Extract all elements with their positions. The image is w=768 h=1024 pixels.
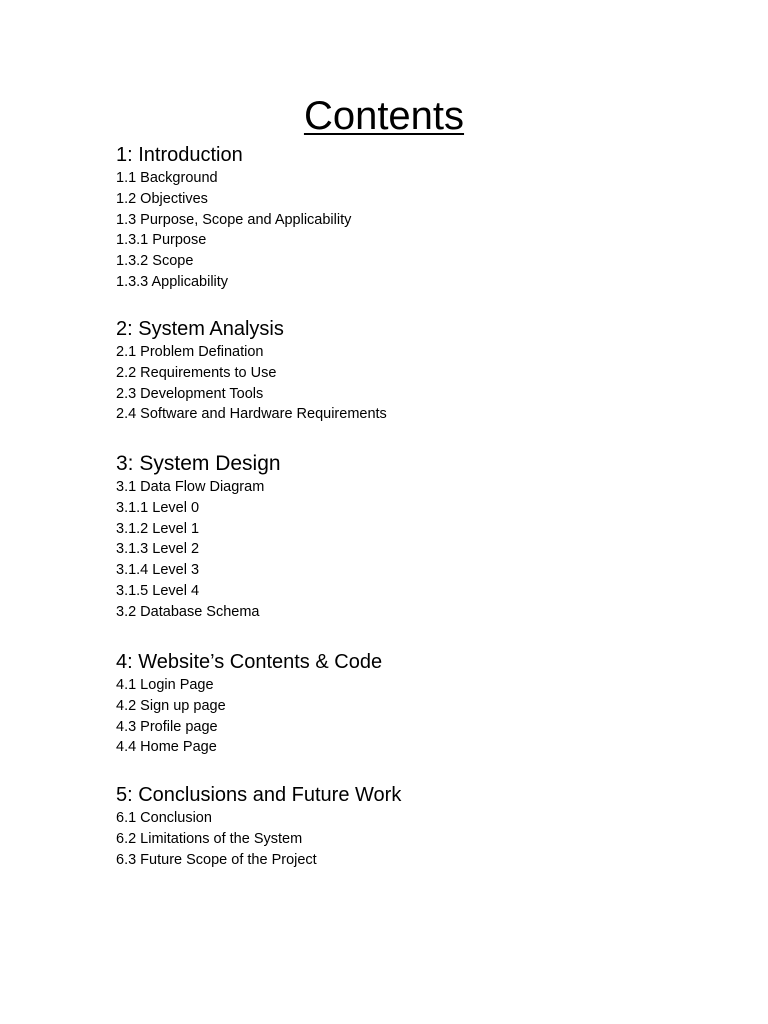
page-title [0, 92, 768, 140]
toc-item: 3.2 Database Schema [116, 603, 260, 620]
toc-item: 1.3 Purpose, Scope and Applicability [116, 211, 352, 228]
toc-item: 3.1.4 Level 3 [116, 562, 200, 579]
toc-item: 4.4 Home Page [116, 739, 217, 756]
section-heading: 1: Introduction [116, 144, 243, 166]
toc-item: 3.1.1 Level 0 [116, 499, 200, 516]
toc-item: 4.2 Sign up page [116, 697, 226, 714]
toc-item: 1.3.3 Applicability [116, 273, 229, 290]
section-heading: 5: Conclusions and Future Work [116, 784, 402, 806]
section-conclusions [116, 783, 401, 870]
toc-item: 4.1 Login Page [116, 677, 214, 693]
toc-item: 6.3 Future Scope of the Project [116, 851, 317, 868]
toc-item: 3.1.2 Level 1 [116, 520, 200, 537]
toc-item: 1.3.2 Scope [116, 253, 194, 270]
toc-item: 3.1 Data Flow Diagram [116, 479, 265, 495]
section-item-list [116, 168, 351, 293]
section-heading: 4: Website’s Contents & Code [116, 651, 383, 673]
toc-item: 6.2 Limitations of the System [116, 830, 303, 847]
toc-item: 4.3 Profile page [116, 718, 218, 735]
toc-item: 1.2 Objectives [116, 190, 208, 207]
section-heading: 3: System Design [116, 452, 281, 475]
section-item-list [116, 477, 281, 623]
toc-item: 3.1.5 Level 4 [116, 582, 200, 599]
toc-item: 2.3 Development Tools [116, 385, 264, 402]
section-item-list [116, 342, 387, 425]
toc-item: 3.1.3 Level 2 [116, 541, 200, 558]
page-title-text: Contents [303, 94, 465, 138]
toc-item: 1.1 Background [116, 170, 218, 186]
section-system-analysis [116, 317, 387, 425]
toc-item: 2.4 Software and Hardware Requirements [116, 406, 387, 423]
section-item-list [116, 675, 382, 758]
section-heading: 2: System Analysis [116, 318, 284, 340]
toc-item: 1.3.1 Purpose [116, 232, 207, 249]
toc-item: 6.1 Conclusion [116, 810, 212, 826]
section-website-contents [116, 650, 382, 758]
section-item-list [116, 808, 401, 870]
toc-item: 2.2 Requirements to Use [116, 364, 277, 381]
section-introduction [116, 143, 351, 293]
toc-item: 2.1 Problem Defination [116, 344, 264, 360]
section-system-design [116, 452, 281, 623]
